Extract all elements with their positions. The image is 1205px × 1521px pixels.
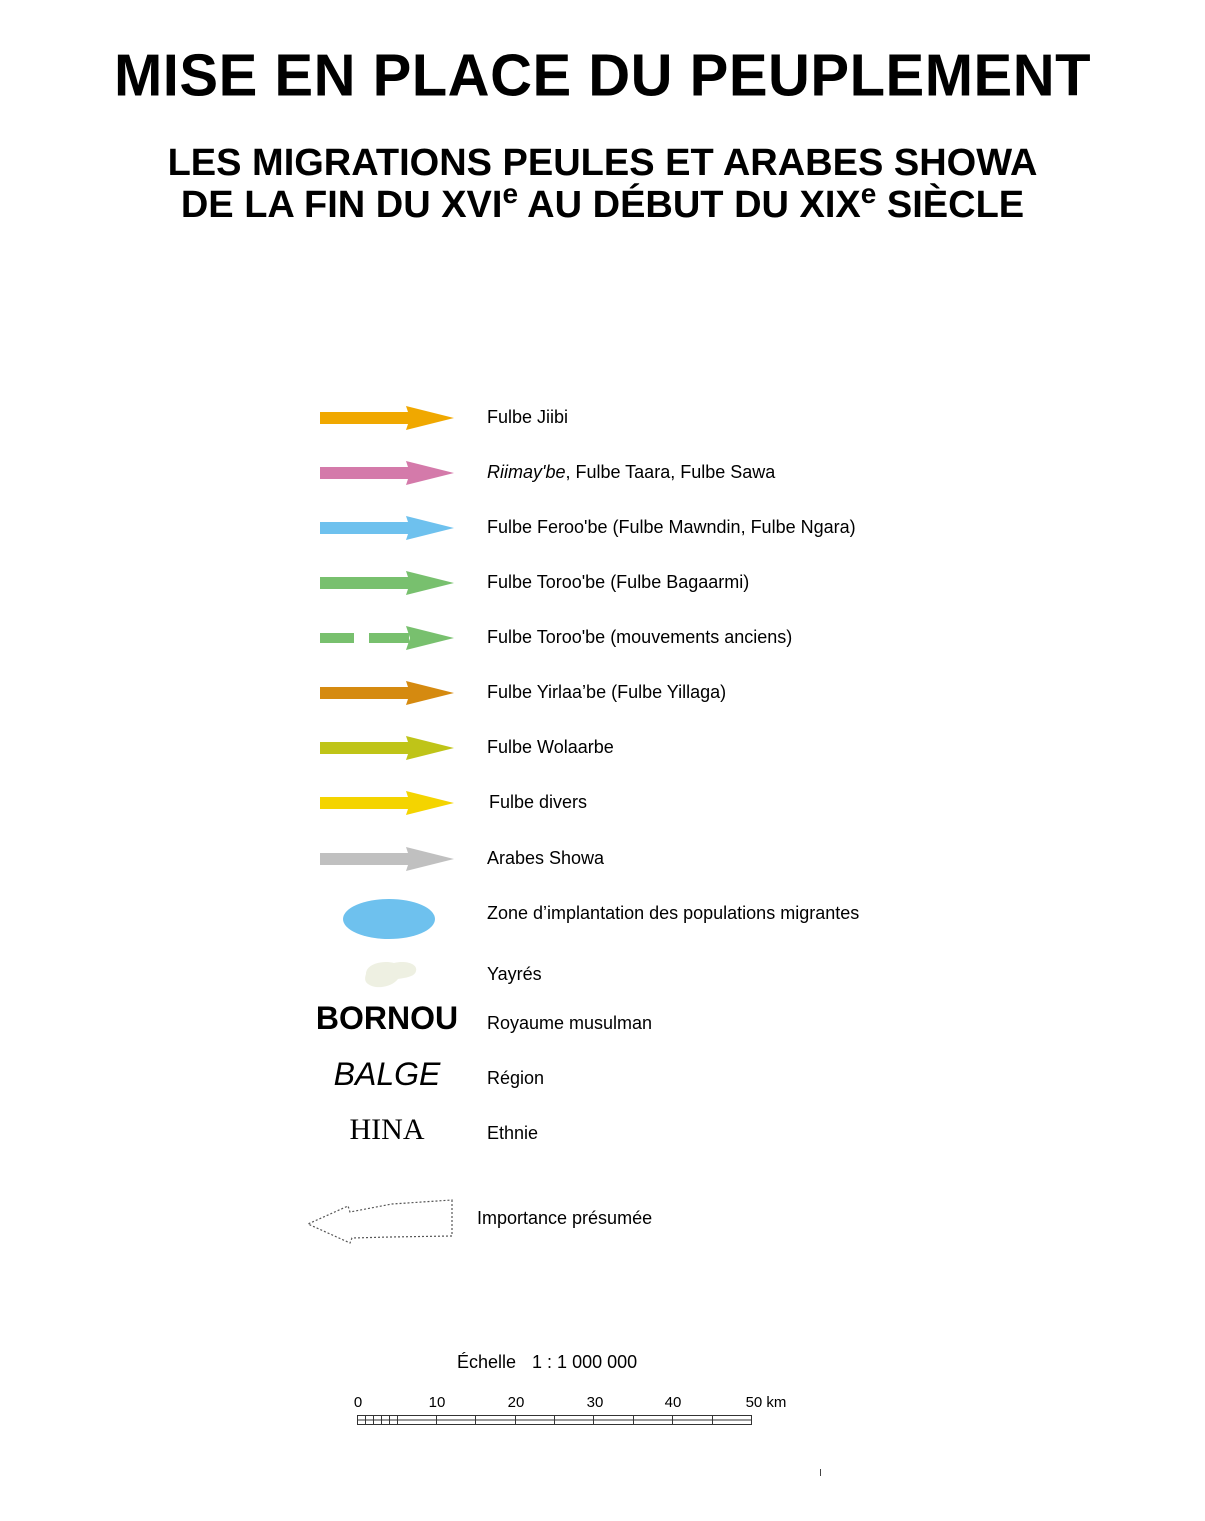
legend-label-royaume: Royaume musulman [487, 1013, 653, 1033]
legend-label-arrow-3: Fulbe Feroo'be (Fulbe Mawndin, Fulbe Ngara) [487, 517, 856, 537]
arrow-head [406, 406, 454, 430]
yayres-blob-symbol [360, 958, 422, 992]
legend-arrow-1 [318, 403, 458, 433]
arrow-shaft [320, 412, 412, 424]
scale-label: Échelle [457, 1352, 517, 1372]
arrow-shaft [320, 687, 412, 699]
legend-label-arrow-4: Fulbe Toroo'be (Fulbe Bagaarmi) [487, 572, 750, 592]
legend-label-yayres: Yayrés [487, 964, 542, 984]
legend-arrow-3 [318, 513, 458, 543]
importance-arrow-symbol [300, 1194, 460, 1248]
stray-mark [820, 1469, 821, 1476]
legend-label-zone: Zone d’implantation des populations migrantes [487, 903, 860, 923]
scale-ratio: 1 : 1 000 000 [532, 1352, 638, 1372]
scale-tick-label: 20 [507, 1394, 525, 1411]
arrow-head [406, 626, 454, 650]
subtitle-part-a: DE LA FIN DU XVI [180, 184, 503, 226]
legend-arrow-6 [318, 678, 458, 708]
legend-label-arrow-7: Fulbe Wolaarbe [487, 737, 614, 757]
scale-title [457, 1352, 653, 1373]
legend-arrow-2 [318, 458, 458, 488]
map-subtitle-line2 [0, 178, 1205, 227]
arrow-head [406, 681, 454, 705]
legend-label-italic-part: Riimay'be [487, 462, 566, 482]
legend-arrow-8 [318, 788, 458, 818]
legend-arrow-7 [318, 733, 458, 763]
subtitle-superscript-1: e [502, 178, 519, 209]
arrow-shaft [320, 577, 412, 589]
legend-label-arrow-8: Fulbe divers [489, 792, 588, 812]
legend-label-importance: Importance présumée [477, 1208, 653, 1228]
arrow-shaft [320, 853, 412, 865]
legend-arrow-9 [318, 844, 458, 874]
arrow-head [406, 847, 454, 871]
arrow-head [406, 516, 454, 540]
legend-label-ethnie: Ethnie [487, 1123, 539, 1143]
arrow-shaft-dash [369, 633, 409, 643]
arrow-shaft [320, 797, 412, 809]
arrow-head [406, 791, 454, 815]
zone-ellipse-symbol [340, 896, 440, 942]
legend-label-arrow-6: Fulbe Yirlaa’be (Fulbe Yillaga) [487, 682, 727, 702]
scale-bar [354, 1412, 756, 1428]
legend-label-region: Région [487, 1068, 545, 1088]
sample-ethnie: HINA [349, 1113, 425, 1146]
arrow-shaft [320, 742, 412, 754]
legend-arrow-4 [318, 568, 458, 598]
sample-royaume: BORNOU [315, 1000, 459, 1036]
sample-region: BALGE [333, 1056, 441, 1092]
legend-label-arrow-2: Riimay'be, Fulbe Taara, Fulbe Sawa [487, 462, 776, 482]
arrow-head [406, 571, 454, 595]
legend-label-arrow-5: Fulbe Toroo'be (mouvements anciens) [487, 627, 793, 647]
subtitle-part-c: SIÈCLE [876, 184, 1025, 226]
arrow-shaft [320, 467, 412, 479]
subtitle-part-b: AU DÉBUT DU XIX [518, 184, 861, 226]
scale-tick-label: 30 [586, 1394, 604, 1411]
legend-label-arrow-1: Fulbe Jiibi [487, 407, 569, 427]
arrow-shaft-dash [320, 633, 354, 643]
scale-tick-label: 10 [428, 1394, 446, 1411]
legend-label-arrow-9: Arabes Showa [487, 848, 605, 868]
arrow-head [406, 736, 454, 760]
scale-tick-label: 50 km [745, 1394, 787, 1411]
scale-tick-label: 0 [353, 1394, 363, 1411]
map-subtitle-line1: LES MIGRATIONS PEULES ET ARABES SHOWA [167, 142, 1038, 184]
subtitle-superscript-2: e [860, 178, 877, 209]
arrow-head [406, 461, 454, 485]
arrow-shaft [320, 522, 412, 534]
scale-tick-label: 40 [664, 1394, 682, 1411]
legend-arrow-5 [318, 623, 458, 653]
map-title: MISE EN PLACE DU PEUPLEMENT [113, 42, 1092, 109]
